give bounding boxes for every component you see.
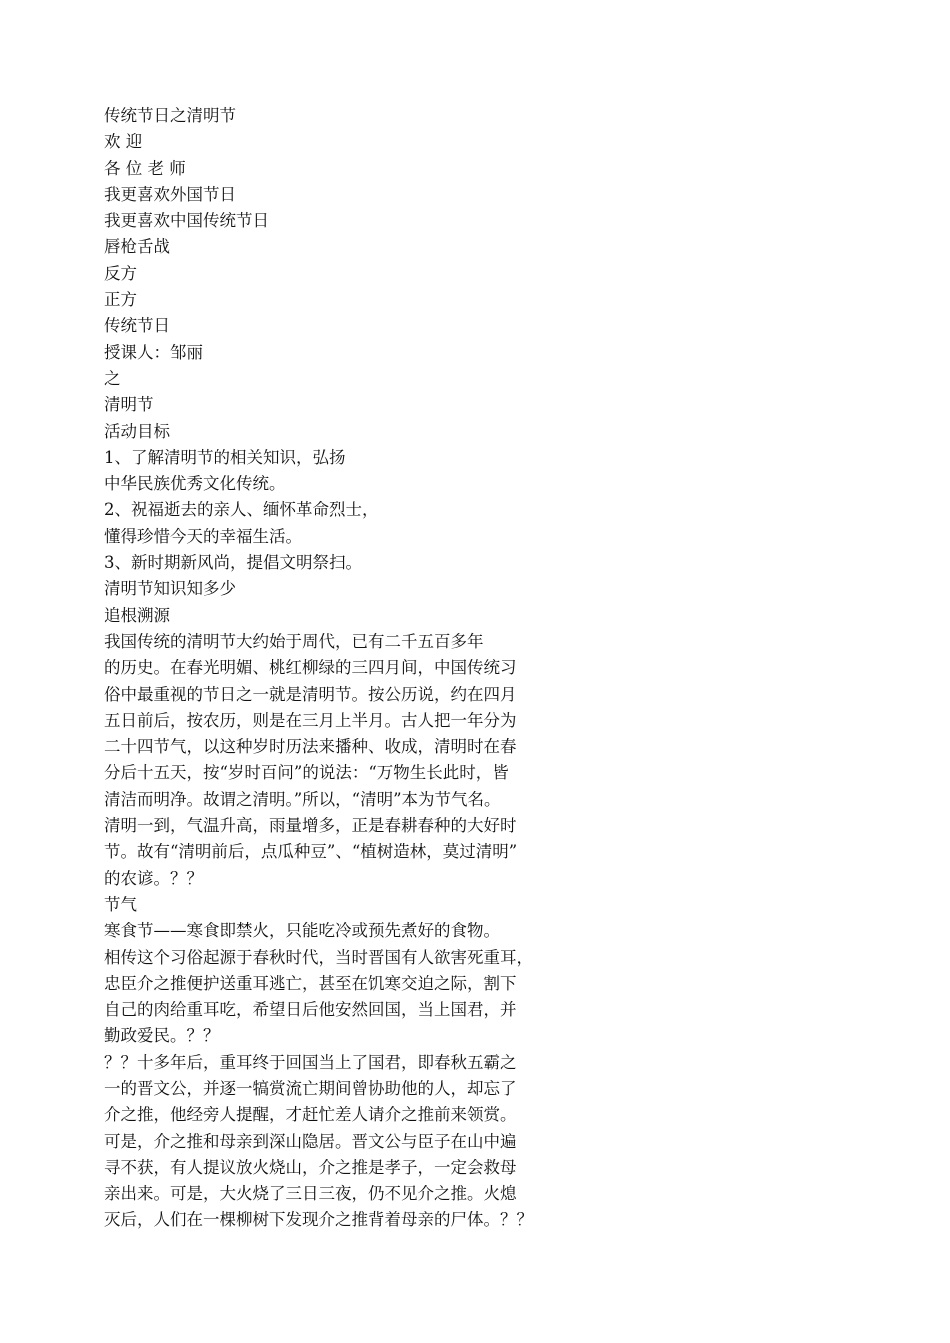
text-line: ？？十多年后，重耳终于回国当上了国君，即春秋五霸之 (104, 1052, 517, 1072)
document-body (104, 103, 554, 1234)
text-line: 忠臣介之推便护送重耳逃亡，甚至在饥寒交迫之际，割下 (104, 973, 517, 993)
text-line: 清洁而明净。故谓之清明。”所以，“清明”本为节气名。 (104, 789, 501, 809)
text-line: 我更喜欢外国节日 (104, 184, 236, 204)
text-line: 灭后，人们在一棵柳树下发现介之推背着母亲的尸体。？？ (104, 1210, 533, 1230)
text-line: 二十四节气，以这种岁时历法来播种、收成，清明时在春 (104, 737, 517, 757)
text-line: 清明节 (104, 395, 154, 415)
text-line: 自己的肉给重耳吃，希望日后他安然回国，当上国君，并 (104, 1000, 517, 1020)
text-line: 介之推，他经旁人提醒，才赶忙差人请介之推前来领赏。 (104, 1105, 517, 1125)
text-line: 1、了解清明节的相关知识，弘扬 (104, 447, 346, 467)
text-line: 相传这个习俗起源于春秋时代，当时晋国有人欲害死重耳， (104, 947, 533, 967)
text-line: 欢 迎 (104, 132, 143, 152)
text-line: 可是，介之推和母亲到深山隐居。晋文公与臣子在山中遍 (104, 1131, 517, 1151)
text-line: 清明一到，气温升高，雨量增多，正是春耕春种的大好时 (104, 816, 517, 836)
text-line: 之 (104, 368, 121, 388)
section-heading: 清明节知识知多少 (104, 579, 236, 599)
text-line: 一的晋文公，并逐一犒赏流亡期间曾协助他的人，却忘了 (104, 1078, 517, 1098)
text-line: 寒食节——寒食即禁火，只能吃冷或预先煮好的食物。 (104, 921, 500, 941)
text-line: 勤政爱民。？？ (104, 1026, 220, 1046)
text-line: 的历史。在春光明媚、桃红柳绿的三四月间，中国传统习 (104, 658, 517, 678)
text-line: 俗中最重视的节日之一就是清明节。按公历说，约在四月 (104, 684, 517, 704)
text-line: 唇枪舌战 (104, 237, 170, 257)
text-line: 我国传统的清明节大约始于周代，已有二千五百多年 (104, 631, 484, 651)
section-heading: 追根溯源 (104, 605, 170, 625)
text-line: 中华民族优秀文化传统。 (104, 474, 286, 494)
text-line: 授课人：邹丽 (104, 342, 203, 362)
text-line: 分后十五天，按“岁时百问”的说法：“万物生长此时，皆 (104, 763, 509, 783)
text-line: 亲出来。可是，大火烧了三日三夜，仍不见介之推。火熄 (104, 1184, 517, 1204)
text-line: 反方 (104, 263, 137, 283)
text-line: 节。故有“清明前后，点瓜种豆”、“植树造林，莫过清明” (104, 842, 518, 862)
text-line: 五日前后，按农历，则是在三月上半月。古人把一年分为 (104, 710, 517, 730)
text-line: 我更喜欢中国传统节日 (104, 211, 269, 231)
section-heading: 活动目标 (104, 421, 170, 441)
text-line: 各 位 老 师 (104, 158, 186, 178)
text-line: 懂得珍惜今天的幸福生活。 (104, 526, 302, 546)
text-line: 传统节日 (104, 316, 170, 336)
text-line: 寻不获，有人提议放火烧山，介之推是孝子，一定会救母 (104, 1157, 517, 1177)
text-line: 2、祝福逝去的亲人、缅怀革命烈士， (104, 500, 379, 520)
text-line: 3、新时期新风尚，提倡文明祭扫。 (104, 553, 362, 573)
section-heading: 节气 (104, 894, 137, 914)
text-line: 的农谚。？？ (104, 868, 203, 888)
text-line: 正方 (104, 290, 137, 310)
document-title: 传统节日之清明节 (104, 106, 236, 125)
